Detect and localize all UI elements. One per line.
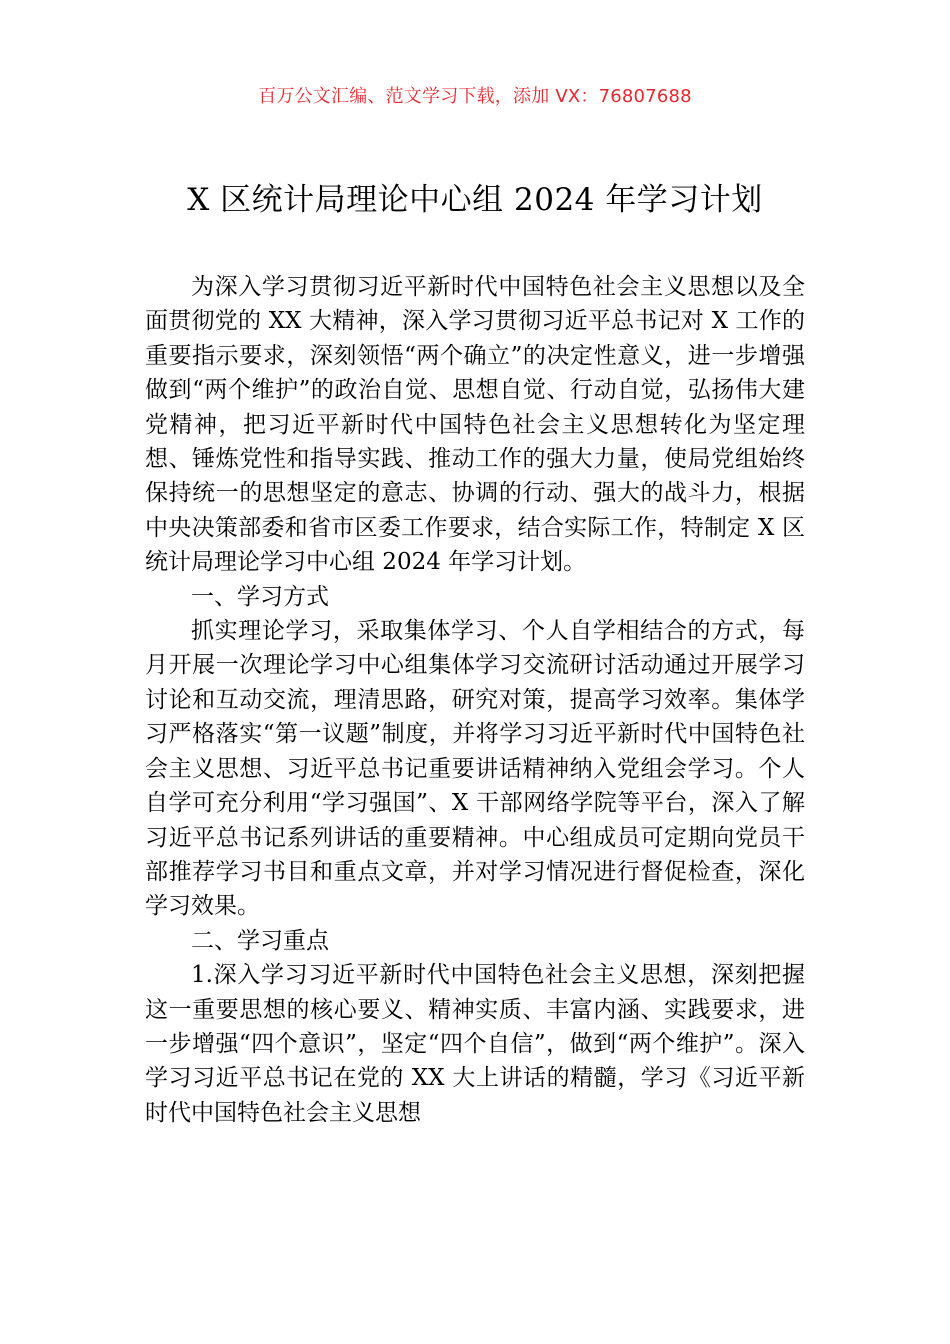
study-focus-item-1: 1.深入学习习近平新时代中国特色社会主义思想，深刻把握这一重要思想的核心要义、精神实质、丰富内涵、实践要求，进一步增强“四个意识”，坚定“四个自信”，做到“两个维护”。深入学习习近平总书记在党的 XX 大上讲话的精髓，学习《习近平新时代中国特色社会主义思想 bbox=[145, 962, 805, 1126]
study-method-paragraph: 抓实理论学习，采取集体学习、个人自学相结合的方式，每月开展一次理论学习中心组集体学习交流研讨活动通过开展学习讨论和互动交流，理清思路，研究对策，提高学习效率。集体学习严格落实“第一议题”制度，并将学习习近平新时代中国特色社会主义思想、习近平总书记重要讲话精神纳入党组会学习。个人自学可充分利用“学习强国”、X 干部网络学院等平台，深入了解习近平总书记系列讲话的重要精神。中心组成员可定期向党员干部推荐学习书目和重点文章，并对学习情况进行督促检查，深化学习效果。 bbox=[145, 618, 805, 920]
document-body bbox=[145, 270, 805, 1130]
document-title: X 区统计局理论中心组 2024 年学习计划 bbox=[187, 182, 763, 218]
section-heading-study-method: 一、学习方式 bbox=[191, 583, 329, 610]
section-heading-study-focus: 二、学习重点 bbox=[191, 927, 329, 954]
header-note: 百万公文汇编、范文学习下载，添加 VX：76807688 bbox=[258, 86, 692, 107]
intro-paragraph: 为深入学习贯彻习近平新时代中国特色社会主义思想以及全面贯彻党的 XX 大精神，深入学习贯彻习近平总书记对 X 工作的重要指示要求，深刻领悟“两个确立”的决定性意义，进一步增强做到“两个维护”的政治自觉、思想自觉、行动自觉，弘扬伟大建党精神，把习近平新时代中国特色社会主义思想转化为坚定理想、锤炼党性和指导实践、推动工作的强大力量，使局党组始终保持统一的思想坚定的意志、协调的行动、强大的战斗力，根据中央决策部委和省市区委工作要求，结合实际工作，特制定 X 区统计局理论学习中心组 2024 年学习计划。 bbox=[145, 274, 805, 576]
